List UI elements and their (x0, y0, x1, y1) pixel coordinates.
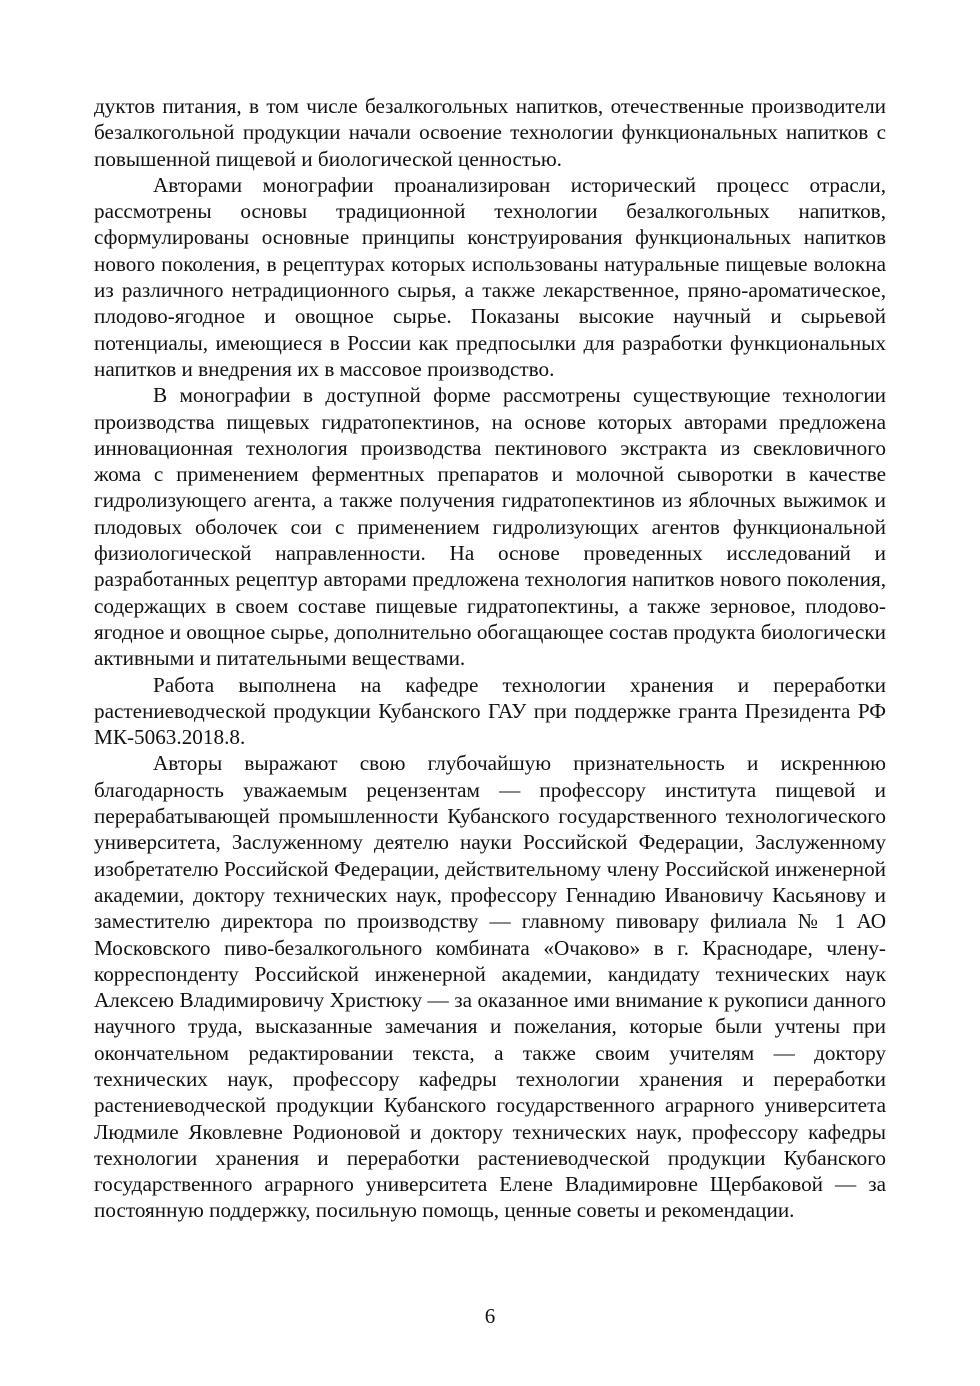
paragraph-continuation: дуктов питания, в том числе безалкогольных напитков, отечественные производители безалкогольной продукции начали освоение технологии функциональных напитков с повышенной пищевой и биологической ценностью. (94, 94, 886, 171)
paragraph-grant-support: Работа выполнена на кафедре технологии хранения и переработки растениеводческой продукции Кубанского ГАУ при поддержке гранта Президента РФ МК-5063.2018.8. (94, 672, 886, 750)
body-text (94, 93, 886, 1224)
page-number: 6 (484, 1304, 496, 1328)
paragraph-acknowledgements: Авторы выражают свою глубочайшую признательность и искреннюю благодарность уважаемым рецензентам — профессору института пищевой и перерабатывающей промышленности Кубанского государственного технологического университета, Заслуженному деятелю науки Российской Федерации, Заслуженному изобретателю Российской Федерации, действительному члену Российской инженерной академии, доктору технических наук, профессору Геннадию Ивановичу Касьянову и заместителю директора по производству — главному пивовару филиала № 1 АО Московского пиво-безалкогольного комбината «Очаково» в г. Краснодаре, члену-корреспонденту Российской инженерной академии, кандидату технических наук Алексею Владимировичу Христюку — за оказанное ими внимание к рукописи данного научного труда, высказанные замечания и пожелания, которые были учтены при окончательном редактировании текста, а также своим учителям — доктору технических наук, профессору кафедры технологии хранения и переработки растениеводческой продукции Кубанского государственного аграрного университета Людмиле Яковлевне Родионовой и доктору технических наук, профессору кафедры технологии хранения и переработки растениеводческой продукции Кубанского государственного аграрного университета Елене Владимировне Щербаковой — за постоянную поддержку, посильную помощь, ценные советы и рекомендации. (94, 751, 886, 1223)
paragraph-hydropectin-technology: В монографии в доступной форме рассмотрены существующие технологии производства пищевых гидратопектинов, на основе которых авторами предложена инновационная технология производства пектинового экстракта из свекловичного жома с применением ферментных препаратов и молочной сыворотки в качестве гидролизующего агента, а также получения гидратопектинов из яблочных выжимок и плодовых оболочек сои с применением гидролизующих агентов функциональной физиологической направленности. На основе проведенных исследований и разработанных рецептур авторами предложена технология напитков нового поколения, содержащих в своем составе пищевые гидратопектины, а также зерновое, плодово-ягодное и овощное сырье, дополнительно обогащающее состав продукта биологически активными и питательными веществами. (94, 383, 886, 671)
paragraph-monograph-analysis: Авторами монографии проанализирован исторический процесс отрасли, рассмотрены основы традиционной технологии безалкогольных напитков, сформулированы основные принципы конструирования функциональных напитков нового поколения, в рецептурах которых использованы натуральные пищевые волокна из различного нетрадиционного сырья, а также лекарственное, пряно-ароматическое, плодово-ягодное и овощное сырье. Показаны высокие научный и сырьевой потенциалы, имеющиеся в России как предпосылки для разработки функциональных напитков и внедрения их в массовое производство. (94, 172, 886, 381)
